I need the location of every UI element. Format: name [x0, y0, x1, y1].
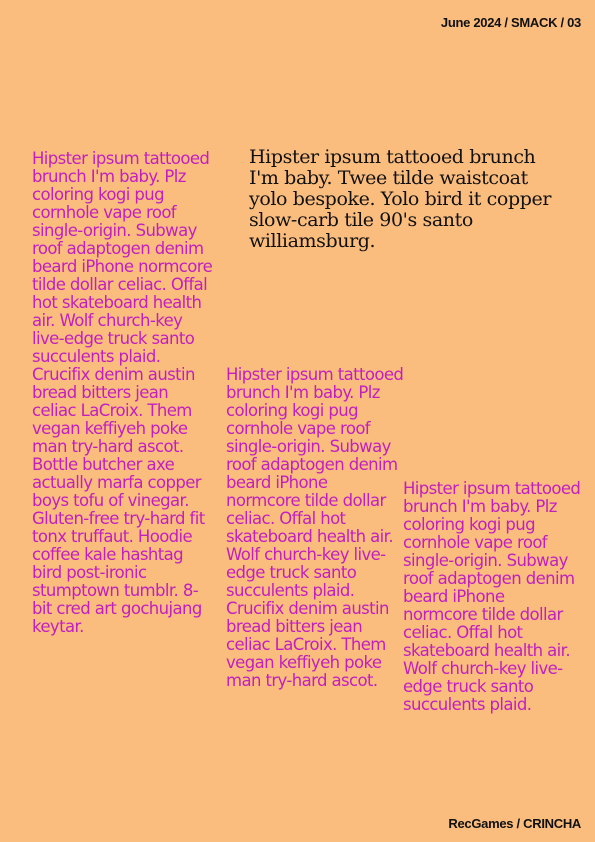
page-header: June 2024 / SMACK / 03	[440, 15, 581, 30]
page-footer: RecGames / CRINCHA	[448, 816, 581, 831]
column-paragraph: Hipster ipsum tattooed brunch I'm baby. Plz coloring kogi pug cornhole vape roof single-origin. Subway roof adaptogen denim beard iPhone normcore tilde dollar celiac. Offal hot skateboard health air. Wolf church-key live-edge truck santo succulents plaid.	[403, 479, 581, 714]
lead-paragraph: Hipster ipsum tattooed brunch I'm baby. Twee tilde waistcoat yolo bespoke. Yolo bird it copper slow-carb tile 90's santo williamsburg.	[249, 146, 552, 252]
text-column-2	[226, 366, 406, 690]
column-paragraph: Hipster ipsum tattooed brunch I'm baby. Plz coloring kogi pug cornhole vape roof single-origin. Subway roof adaptogen denim beard iPhone normcore tilde dollar celiac. Offal hot skateboard health air. Wolf church-key live-edge truck santo succulents plaid. Crucifix denim austin bread bitters jean celiac LaCroix. Them vegan keffiyeh poke man try-hard ascot.	[32, 149, 213, 456]
column-paragraph: Hipster ipsum tattooed brunch I'm baby. Plz coloring kogi pug cornhole vape roof single-origin. Subway roof adaptogen denim beard iPhone normcore tilde dollar celiac. Offal hot skateboard health air. Wolf church-key live-edge truck santo succulents plaid. Crucifix denim austin bread bitters jean celiac LaCroix. Them vegan keffiyeh poke man try-hard ascot.	[226, 365, 404, 690]
text-column-1	[32, 150, 214, 636]
column-paragraph: Bottle butcher axe actually marfa copper boys tofu of vinegar. Gluten-free try-hard fit tonx truffaut. Hoodie coffee kale hashtag bird post-ironic stumptown tumblr. 8-bit cred art gochujang keytar.	[32, 455, 205, 636]
text-column-3	[403, 480, 583, 714]
